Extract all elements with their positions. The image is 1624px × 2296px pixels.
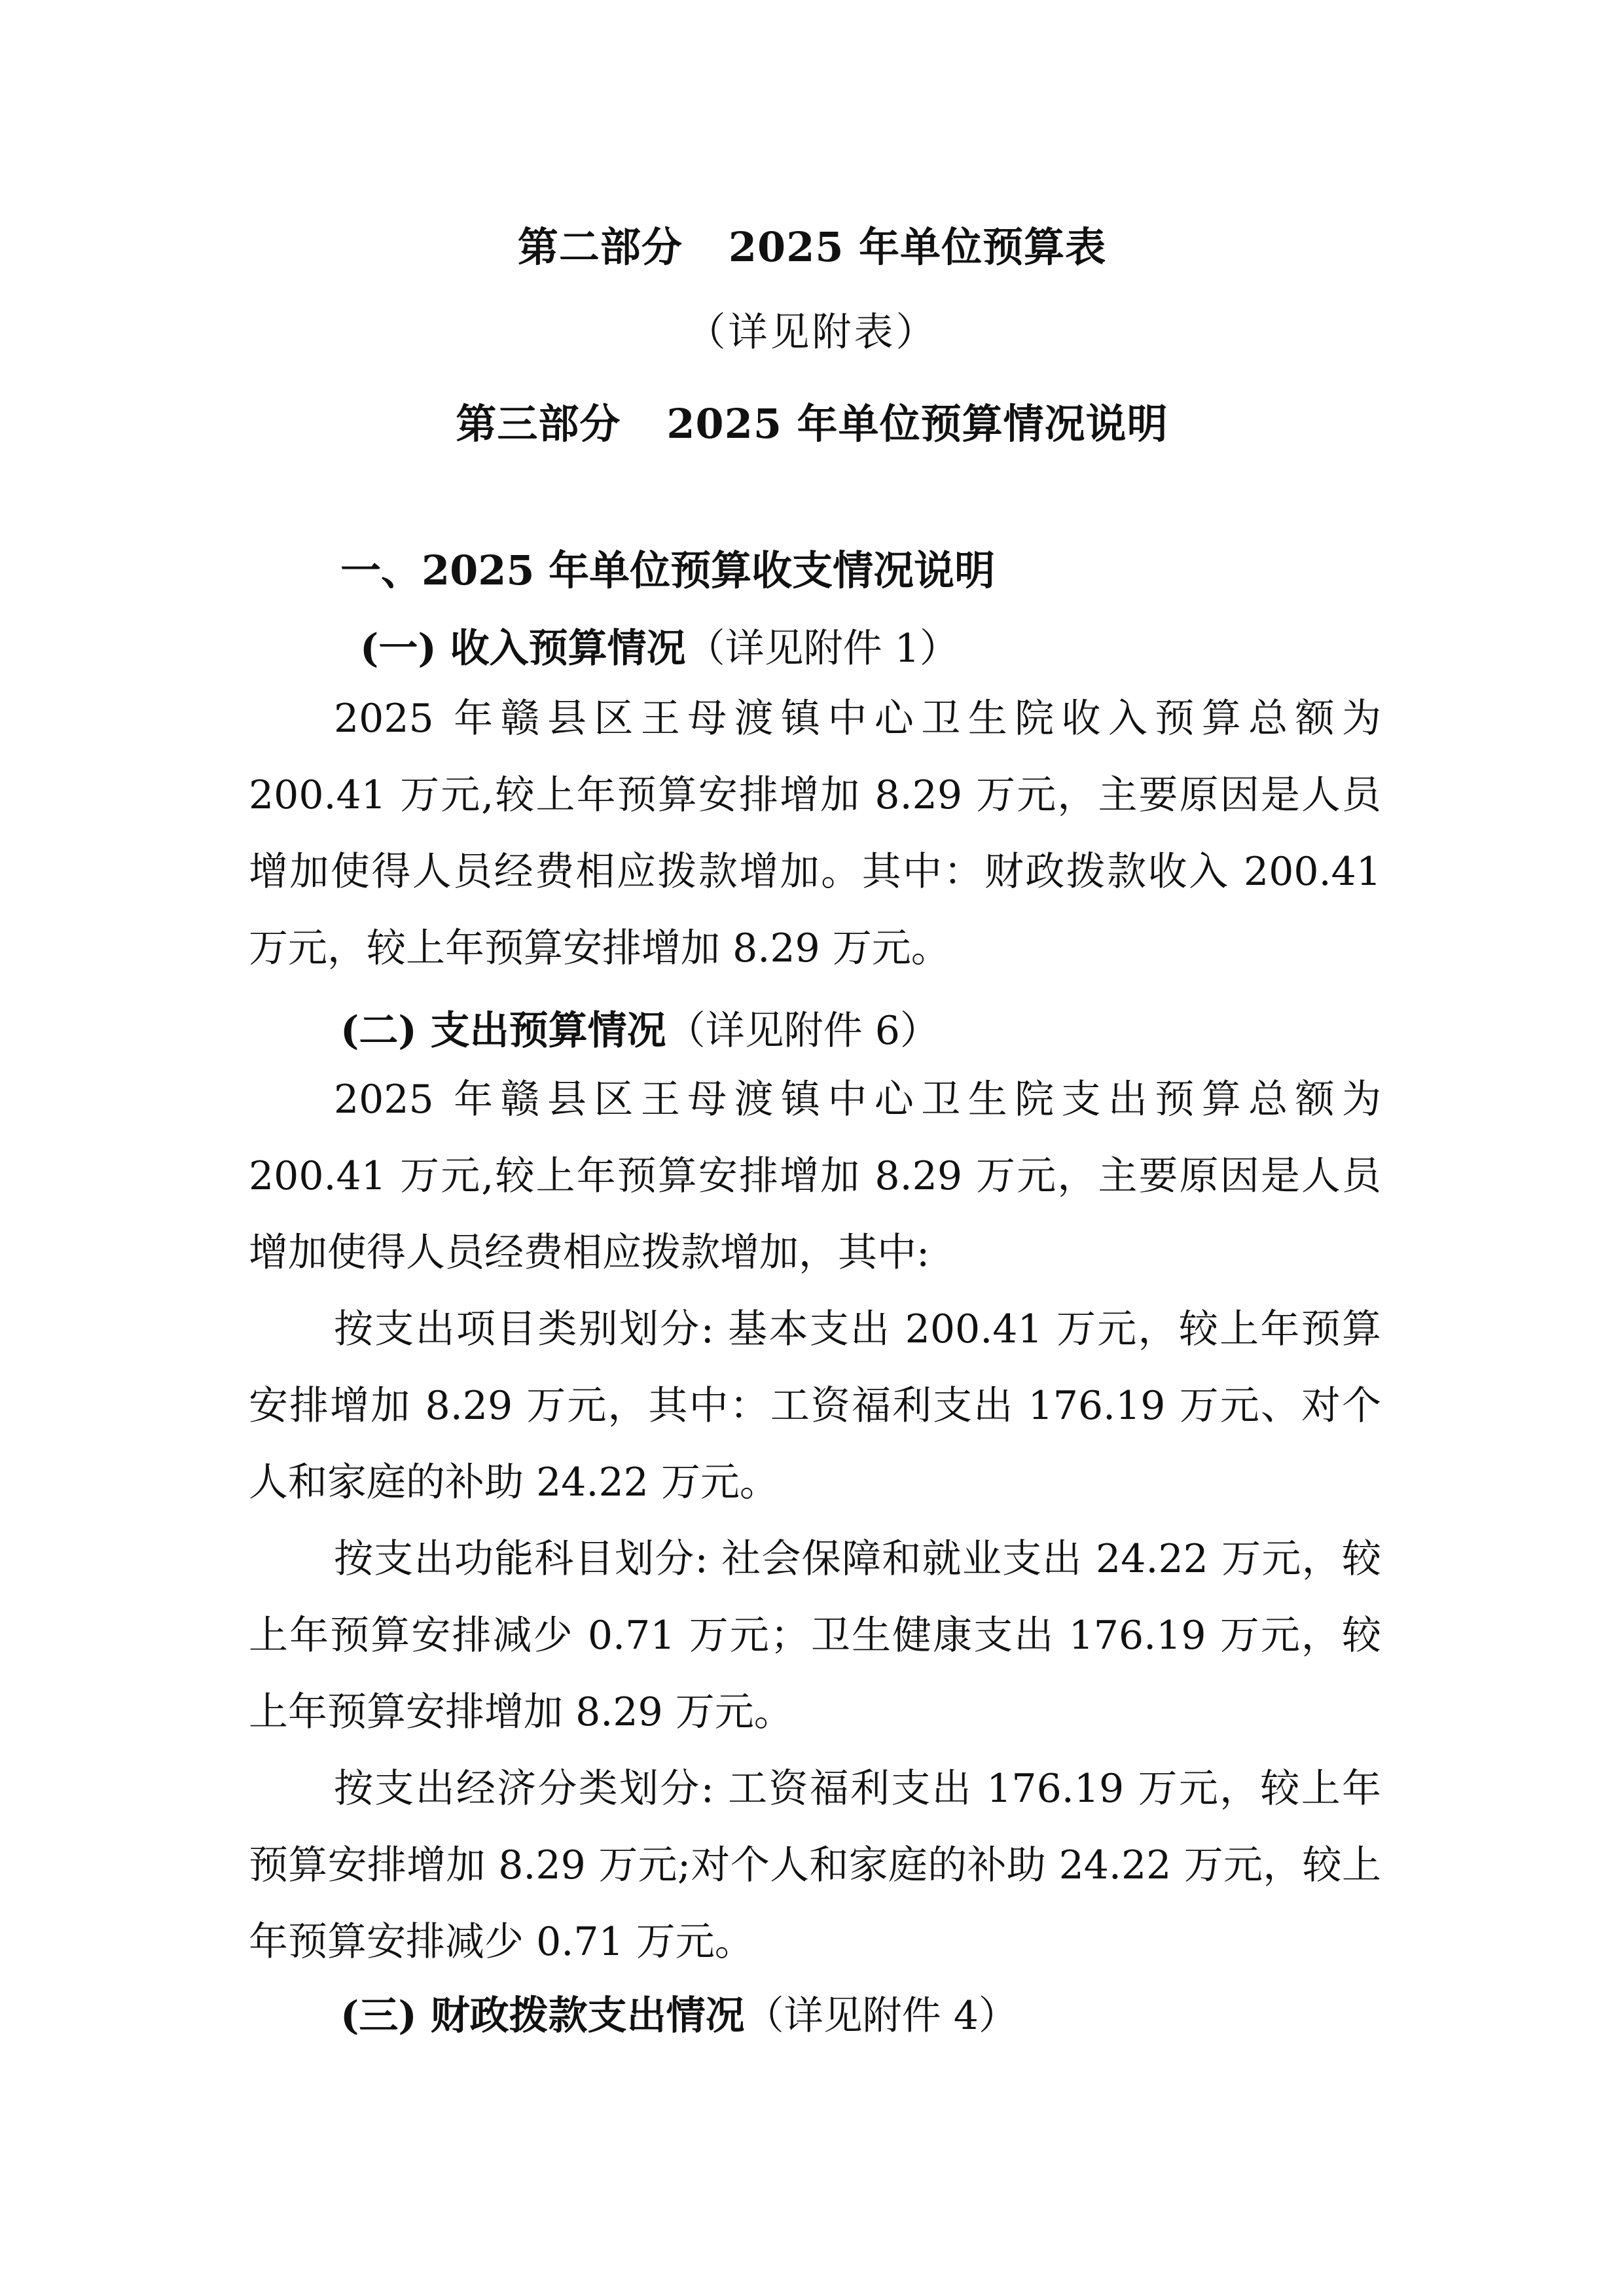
part3-heading (0, 391, 1624, 450)
expenditure-subheading (340, 999, 939, 1056)
expenditure-total-paragraph: 2025 年赣县区王母渡镇中心卫生院支出预算总额为 200.41 万元,较上年预算安排增加 8.29 万元，主要原因是人员增加使得人员经费相应拨款增加，其中: (249, 1077, 1381, 1276)
expenditure-by-economic-paragraph: 按支出经济分类划分: 工资福利支出 176.19 万元，较上年预算安排增加 8.29 万元;对个人和家庭的补助 24.22 万元，较上年预算安排减少 0.71 万元。 (249, 1766, 1381, 1965)
fiscal-heading: (三) 财政拨款支出情况 (340, 1993, 745, 2039)
income-subheading (360, 617, 959, 673)
part2-label: 第二部分 (517, 223, 683, 271)
part3-title: 2025 年单位预算情况说明 (666, 400, 1168, 448)
part2-heading (0, 215, 1624, 273)
expenditure-note: （详见附件 6） (666, 1008, 939, 1054)
fiscal-subheading (340, 1984, 1018, 2041)
income-paragraph: 2025 年赣县区王母渡镇中心卫生院收入预算总额为 200.41 万元,较上年预算安排增加 8.29 万元，主要原因是人员增加使得人员经费相应拨款增加。其中：财政拨款收入 200.41 万元，较上年预算安排增加 8.29 万元。 (249, 696, 1381, 971)
income-heading: (一) 收入预算情况 (360, 626, 686, 672)
income-note: （详见附件 1） (685, 626, 959, 672)
part2-title: 2025 年单位预算表 (728, 223, 1107, 271)
fiscal-note: （详见附件 4） (744, 1993, 1018, 2039)
expenditure-by-function-paragraph: 按支出功能科目划分: 社会保障和就业支出 24.22 万元，较上年预算安排减少 0.71 万元；卫生健康支出 176.19 万元，较上年预算安排增加 8.29 万元。 (249, 1536, 1381, 1735)
part2-note: （详见附表） (686, 310, 938, 355)
part3-label: 第三部分 (456, 400, 621, 448)
section1-title: 一、2025 年单位预算收支情况说明 (340, 547, 996, 594)
expenditure-by-project-paragraph: 按支出项目类别划分: 基本支出 200.41 万元，较上年预算安排增加 8.29 万元，其中：工资福利支出 176.19 万元、对个人和家庭的补助 24.22 万元。 (249, 1306, 1381, 1505)
expenditure-heading: (二) 支出预算情况 (340, 1008, 666, 1054)
